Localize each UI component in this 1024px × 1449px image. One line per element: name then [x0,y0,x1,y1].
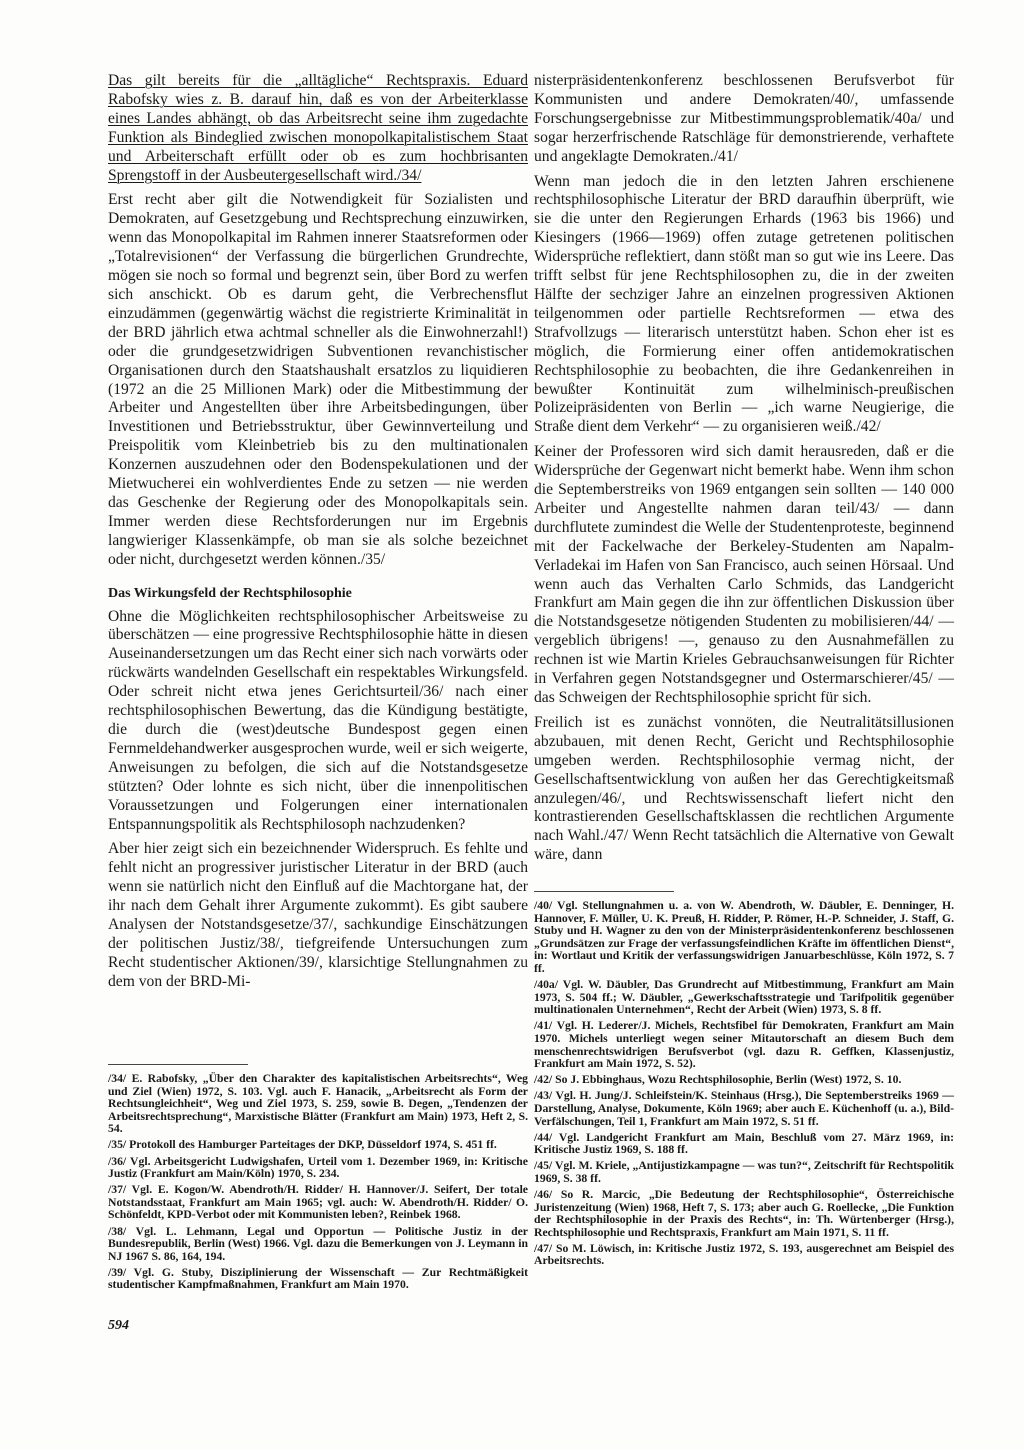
footnote: /36/ Vgl. Arbeitsgericht Ludwigshafen, Urteil vom 1. Dezember 1969, in: Kritische Justiz (Frankfurt am Main/Köln) 1970, S. 234. [108,1154,528,1181]
footnote: /40/ Vgl. Stellungnahmen u. a. von W. Abendroth, W. Däubler, E. Denninger, H. Hannover, F. Müller, U. K. Preuß, H. Ridder, P. Römer, H.-P. Schneider, J. Staff, G. Stuby und H. Wagner zu den von der Ministerpräsidentenkonferenz beschlossenen „Grundsätzen zur Frage der verfassungsfeindlichen Kräfte im öffentlichen Dienst“, in: Wortlaut und Kritik der verfassungswidrigen Januarbeschlüsse, Köln 1972, S. 7 ff. [534,899,954,975]
footnote-separator [534,891,674,892]
paragraph: Keiner der Professoren wird sich damit herausreden, daß er die Widersprüche der Gegenwart nicht bemerkt habe. Wenn ihm schon die Septemberstreiks von 1969 entgangen sein sollten — 140 000 Arbeiter und Angestellte nahmen daran teil/43/ — dann durchflutete zumindest die Welle der Studentenproteste, beginnend mit der Fackelwache der Berkeley-Studenten am Napalm-Verladekai im Hafen von San Francisco, auch seinen Hörsaal. Und wenn auch das Verhalten Carlo Schmids, das Landgericht Frankfurt am Main gegen die ihn zur öffentlichen Diskussion über die Notstandsgesetze nötigenden Studenten zu mobilisieren/44/ — vergeblich übrigens! —, genauso zu den Ausnahmefällen zu rechnen ist wie Martin Krieles Gebrauchsanweisungen für Richter in Verfahren gegen Notstandsgegner und Ostermarschierer/45/ — das Schweigen der Rechtsphilosophie spricht für sich. [534,443,954,706]
paragraph: Erst recht aber gilt die Notwendigkeit für Sozialisten und Demokraten, auf Gesetzgebung und Rechtsprechung einzuwirken, wenn das Monopolkapital im Rahmen innerer Staatsreformen oder „Totalrevisionen“ der Verfassung die bürgerlichen Grundrechte, mögen sie noch so formal und begrenzt sein, über Bord zu werfen sich anschickt. Ob es darum geht, die Verbrechensflut einzudämmen (gegenwärtig wächst die registrierte Kriminalität in der BRD jährlich etwa achtmal schneller als die Einwohnerzahl!) oder die grundgesetzwidrigen Subventionen revanchistischer Organisationen durch den Staatshaushalt ersatzlos zu liquidieren (1972 an die 25 Millionen Mark) oder die Mitbestimmung der Arbeiter und Angestellten über ihre Arbeitsbedingungen, über Investitionen und Betriebsstruktur, über Gewinnverteilung und Preispolitik vom Kleinbetrieb bis zu den multinationalen Konzernen auszudehnen oder den Bodenspekulationen und der Mietwucherei ein wohlverdientes Ende zu setzen — nie werden das Geschenke der Regierung oder des Monopolkapitals sein. Immer werden diese Rechtsforderungen nur im Ergebnis langwieriger Klassenkämpfe, ob man sie als solche bezeichnet oder nicht, durchgesetzt werden können./35/ [108,191,528,568]
footnote: /39/ Vgl. G. Stuby, Disziplinierung der Wissenschaft — Zur Rechtmäßigkeit studentischer Kampfmaßnahmen, Frankfurt am Main 1970. [108,1265,528,1292]
footnote: /41/ Vgl. H. Lederer/J. Michels, Rechtsfibel für Demokraten, Frankfurt am Main 1970. Michels unterliegt wegen seiner Mitautorschaft an diesem Buch dem menschenrechtswidrigen Berufsverbot (vgl. dazu R. Geffken, Klassenjustiz, Frankfurt am Main 1972, S. 52). [534,1019,954,1071]
footnote: /34/ E. Rabofsky, „Über den Charakter des kapitalistischen Arbeitsrechts“, Weg und Ziel (Wien) 1972, S. 103. Vgl. auch F. Hanacik, „Arbeitsrecht als Form der Rechtsungleichheit“, Weg und Ziel 1973, S. 259, sowie B. Degen, „Tendenzen der Arbeitsrechtsprechung“, Marxistische Blätter (Frankfurt am Main) 1973, Heft 2, S. 54. [108,1072,528,1136]
footnote: /37/ Vgl. E. Kogon/W. Abendroth/H. Ridder/ H. Hannover/J. Seifert, Der totale Notstandsstaat, Frankfurt am Main 1965; vgl. auch: W. Abendroth/H. Ridder/ O. Schönfeldt, KPD-Verbot oder mit Kommunisten leben?, Reinbek 1968. [108,1183,528,1222]
footnote: /46/ So R. Marcic, „Die Bedeutung der Rechtsphilosophie“, Österreichische Juristenzeitung (Wien) 1968, Heft 7, S. 173; aber auch G. Roellecke, „Die Funktion der Rechtsphilosophie in der Praxis des Rechts“, in: Th. Würtenberger (Hrsg.), Rechtsphilosophie und Rechtspraxis, Frankfurt am Main 1971, S. 11 ff. [534,1187,954,1239]
section-heading: Das Wirkungsfeld der Rechtsphilosophie [108,585,352,601]
paragraph: Freilich ist es zunächst vonnöten, die Neutralitätsillusionen abzubauen, mit denen Recht, Gericht und Rechtsphilosophie umgeben werden. Rechtsphilosophie vermag nicht, der Gesellschaftsentwicklung von außen her das Gerechtigkeitsmaß anzulegen/46/, und Rechtswissenschaft liefert nicht den kontrastierenden Gesellschaftsklassen die rechtlichen Argumente nach Wahl./47/ Wenn Recht tatsächlich die Alternative von Gewalt wäre, dann [534,713,954,864]
footnotes-left [108,1073,528,1296]
footnote: /42/ So J. Ebbinghaus, Wozu Rechtsphilosophie, Berlin (West) 1972, S. 10. [534,1073,902,1087]
footnote: /35/ Protokoll des Hamburger Parteitages der DKP, Düsseldorf 1974, S. 451 ff. [108,1138,497,1152]
footnote: /43/ Vgl. H. Jung/J. Schleifstein/K. Steinhaus (Hrsg.), Die Septemberstreiks 1969 — Darstellung, Analyse, Dokumente, Köln 1969; aber auch E. Küchenhoff (u. a.), Bild-Verfälschungen, Teil 1, Frankfurt am Main 1972, S. 51 ff. [534,1089,954,1128]
footnote: /40a/ Vgl. W. Däubler, Das Grundrecht auf Mitbestimmung, Frankfurt am Main 1973, S. 504 ff.; W. Däubler, „Gewerkschaftsstrategie und Tarifpolitik gegenüber multinationalen Unternehmen“, Recht der Arbeit (Wien) 1973, S. 8 ff. [534,978,954,1017]
footnote: /38/ Vgl. L. Lehmann, Legal und Opportun — Politische Justiz in der Bundesrepublik, Berlin (West) 1966. Vgl. dazu die Bemerkungen von J. Leymann in NJ 1967 S. 86, 164, 194. [108,1224,528,1263]
footnote-separator [108,1064,248,1065]
left-text-column [108,72,528,998]
footnotes-right [534,900,954,1272]
footnote: /44/ Vgl. Landgericht Frankfurt am Main, Beschluß vom 27. März 1969, in: Kritische Justiz 1969, S. 188 ff. [534,1130,954,1157]
paragraph: Ohne die Möglichkeiten rechtsphilosophischer Arbeitsweise zu überschätzen — eine progressive Rechtsphilosophie hätte in diesen Auseinandersetzungen um das Recht einer sich nach vorwärts oder rückwärts wandelnden Gesellschaft ein respektables Wirkungsfeld. Oder schreit nicht etwa jenes Gerichtsurteil/36/ nach einer rechtsphilosophischen Bewertung, das die Kündigung bestätigte, die durch die (west)deutsche Bundespost gegen einen Fernmeldehandwerker ausgesprochen wurde, weil er sich weigerte, Anweisungen zu befolgen, die sich auf die Notstandsgesetze stützten? Oder lohnte es sich nicht, über die innenpolitischen Voraussetzungen und Folgerungen einer internationalen Entspannungspolitik als Rechtsphilosoph nachzudenken? [108,607,528,833]
paragraph: Aber hier zeigt sich ein bezeichnender Widerspruch. Es fehlte und fehlt nicht an progressiver juristischer Literatur in der BRD (auch wenn sie natürlich nicht den Einfluß auf die Machtorgane hat, der ihr nach dem Gehalt ihrer Argumente zukommt). Es gibt saubere Analysen der Notstandsgesetze/37/, sachkundige Einschätzungen der politischen Justiz/38/, tiefgreifende Untersuchungen zum Recht studentischer Aktionen/39/, klarsichtige Stellungnahmen zu dem von der BRD-Mi- [108,840,528,990]
paragraph: Das gilt bereits für die „alltägliche“ Rechtspraxis. Eduard Rabofsky wies z. B. darauf hin, daß es von der Arbeiterklasse eines Landes abhängt, ob das Arbeitsrecht seine ihm zugedachte Funktion als Bindeglied zwischen monopolkapitalistischem Staat und Arbeiterschaft erfüllt oder ob es zum hochbrisanten Sprengstoff in der Ausbeutergesellschaft wird./34/ [108,72,528,184]
paragraph: Wenn man jedoch die in den letzten Jahren erschienene rechtsphilosophische Literatur der BRD daraufhin überprüft, wie sie die unter den Regierungen Erhards (1963 bis 1966) und Kiesingers (1966—1969) offen zutage getretenen politischen Widersprüche reflektiert, dann stößt man so gut wie ins Leere. Das trifft selbst für jene Rechtsphilosophen zu, die in der zweiten Hälfte der sechziger Jahre an einzelnen progressiven Aktionen teilgenommen oder partielle Rechtsreformen — etwa des Strafvollzugs — literarisch unterstützt haben. Schon eher ist es möglich, die Formierung einer offen antidemokratischen Rechtsphilosophie zu beobachten, die ihre Gedankenreihen in bewußter Kontinuität zum wilhelminisch-preußischen Polizeipräsidenten von Berlin — „ich warne Neugierige, die Straße dient dem Verkehr“ — zu organisieren weiß./42/ [534,172,954,436]
right-text-column [534,72,954,871]
paragraph: nisterpräsidentenkonferenz beschlossenen Berufsverbot für Kommunisten und andere Demokraten/40/, umfassende Forschungsergebnisse zur Mitbestimmungsproblematik/40a/ und sogar herzerfrischende Ratschläge für demonstrierende, verhaftete und angeklagte Demokraten./41/ [534,72,954,165]
footnote: /47/ So M. Löwisch, in: Kritische Justiz 1972, S. 193, ausgerechnet am Beispiel des Arbeitsrechts. [534,1241,954,1268]
page-number: 594 [108,1318,129,1333]
footnote: /45/ Vgl. M. Kriele, „Antijustizkampagne — was tun?“, Zeitschrift für Rechtspolitik 1969, S. 38 ff. [534,1159,954,1185]
